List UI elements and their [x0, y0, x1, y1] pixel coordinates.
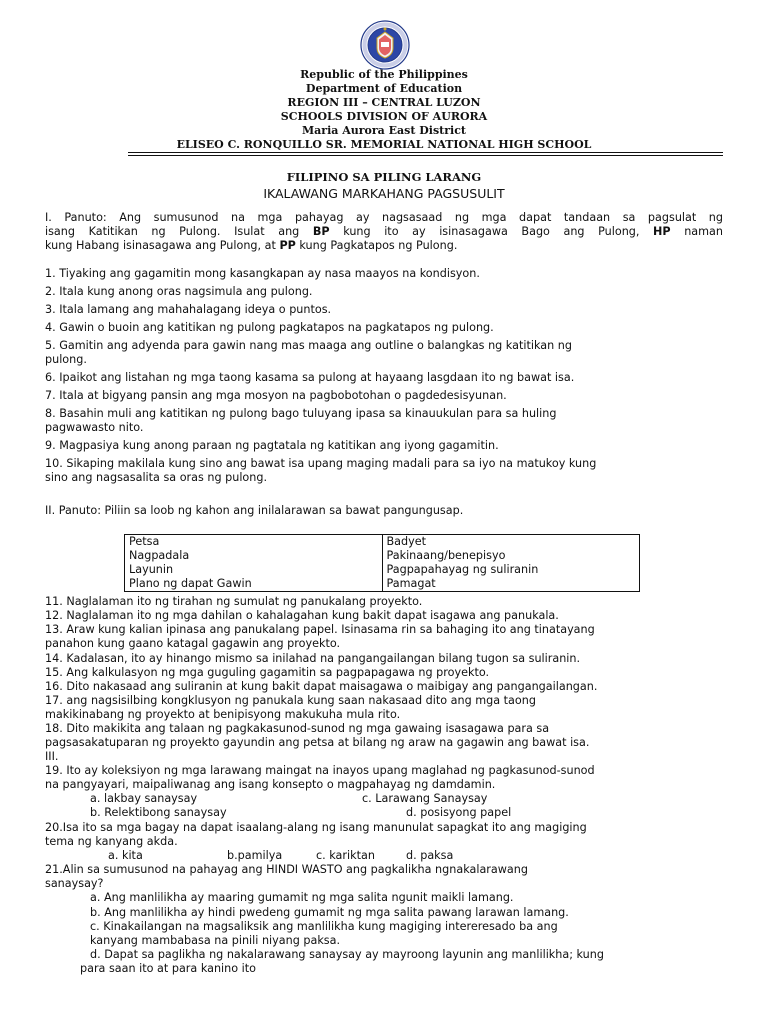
- q21-option-c-cont: kanyang mambabasa na pinili niyang paksa.: [90, 934, 341, 947]
- division-heading: SCHOOLS DIVISION OF AURORA: [280, 110, 488, 123]
- choice-cell: Layunin: [125, 563, 383, 577]
- q21-option-c: c. Kinakailangan na magsaliksik ang manlilikha kung magiging intereresado ba ang: [90, 920, 558, 933]
- choice-cell: Nagpadala: [125, 549, 383, 563]
- part2-item: 14. Kadalasan, ito ay hinango mismo sa inilahad na pangangailangan bilang tugon sa suliranin.: [45, 652, 581, 665]
- part1-item-cont: sino ang nagsasalita sa oras ng pulong.: [45, 471, 268, 484]
- part2-instructions: II. Panuto: Piliin sa loob ng kahon ang inilalarawan sa bawat pangungusap.: [45, 504, 464, 517]
- part2-item: 11. Naglalaman ito ng tirahan ng sumulat ng panukalang proyekto.: [45, 595, 423, 608]
- part1-item: 7. Itala at bigyang pansin ang mga mosyon na pagbobotohan o pagdedesisyunan.: [45, 389, 507, 402]
- part1-item: 3. Itala lamang ang mahahalagang ideya o puntos.: [45, 303, 332, 316]
- q20-option-c: c. kariktan: [316, 849, 375, 862]
- school-heading: ELISEO C. RONQUILLO SR. MEMORIAL NATIONAL HIGH SCHOOL: [176, 138, 592, 151]
- district-heading: Maria Aurora East District: [301, 124, 466, 137]
- part2-item-cont: panahon kung gaano katagal gagawin ang proyekto.: [45, 637, 341, 650]
- part1-item: 9. Magpasiya kung anong paraan ng pagtatala ng katitikan ang iyong gagamitin.: [45, 439, 499, 452]
- choice-cell: Plano ng dapat Gawin: [125, 577, 383, 592]
- exam-title: IKALAWANG MARKAHANG PAGSUSULIT: [263, 186, 505, 201]
- q19-text: 19. Ito ay koleksiyon ng mga larawang maingat na inayos upang maglahad ng pagkasunod-sunod: [45, 764, 595, 777]
- department-heading: Department of Education: [305, 82, 463, 95]
- part3-heading: III.: [45, 750, 59, 763]
- part1-instructions-line1: I. Panuto: Ang sumusunod na mga pahayag ay nagsasaad ng mga dapat tandaan sa pagsulat ng: [45, 211, 723, 224]
- q21-text-cont: sanaysay?: [45, 877, 104, 890]
- q21-option-b: b. Ang manlilikha ay hindi pwedeng gumamit ng mga salita pawang larawan lamang.: [90, 906, 569, 919]
- choice-cell: Petsa: [125, 535, 383, 550]
- q21-option-a: a. Ang manlilikha ay maaring gumamit ng mga salita ngunit maikli lamang.: [90, 891, 514, 904]
- header-rule-thin: [128, 155, 723, 156]
- part1-item: 5. Gamitin ang adyenda para gawin nang mas maaga ang outline o balangkas ng katitikan ng: [45, 339, 572, 352]
- part2-item: 16. Dito nakasaad ang suliranin at kung bakit dapat maisagawa o maibigay ang pangangailangan.: [45, 680, 598, 693]
- part2-item-cont: pagsasakatuparan ng proyekto gayundin ang petsa at bilang ng araw na gagawin ang bawat isa.: [45, 736, 590, 749]
- choices-row: [125, 549, 640, 563]
- q20-option-d: d. paksa: [406, 849, 454, 862]
- choice-cell: Pagpapahayag ng suliranin: [382, 563, 640, 577]
- q21-text: 21.Alin sa sumusunod na pahayag ang HINDI WASTO ang pagkalikha ngnakalarawang: [45, 863, 528, 876]
- part2-item: 13. Araw kung kalian ipinasa ang panukalang papel. Isinasama rin sa bahaging ito ang tinatayang: [45, 623, 595, 636]
- q19-option-d: d. posisyong papel: [406, 806, 512, 819]
- part1-item: 6. Ipaikot ang listahan ng mga taong kasama sa pulong at hayaang lasgdaan ito ng bawat isa.: [45, 371, 575, 384]
- q21-option-d: d. Dapat sa paglikha ng nakalarawang sanaysay ay mayroong layunin ang manlilikha; kung: [90, 948, 604, 961]
- part2-item: 15. Ang kalkulasyon ng mga guguling gagamitin sa pagpapagawa ng proyekto.: [45, 666, 490, 679]
- q19-option-c: c. Larawang Sanaysay: [362, 792, 488, 805]
- part1-instructions-line3: kung Habang isinasagawa ang Pulong, at PP kung Pagkatapos ng Pulong.: [45, 239, 458, 252]
- part2-item-cont: makikinabang ng proyekto at benipisyong makukuha mula rito.: [45, 708, 401, 721]
- part1-item: 2. Itala kung anong oras nagsimula ang pulong.: [45, 285, 313, 298]
- q19-text-cont: na pangyayari, maipaliwanag ang isang konsepto o magpahayag ng damdamin.: [45, 778, 496, 791]
- part1-item: 1. Tiyaking ang gagamitin mong kasangkapan ay nasa maayos na kondisyon.: [45, 267, 480, 280]
- choice-cell: Badyet: [382, 535, 640, 550]
- part2-item: 17. ang nagsisilbing kongklusyon ng panukala kung saan nakasaad dito ang mga taong: [45, 694, 536, 707]
- choices-box: [124, 534, 640, 592]
- choices-row: [125, 563, 640, 577]
- part1-item: 8. Basahin muli ang katitikan ng pulong bago tuluyang ipasa sa kinauukulan para sa huling: [45, 407, 557, 420]
- q20-option-b: b.pamilya: [227, 849, 283, 862]
- choices-row: [125, 535, 640, 550]
- q20-text-cont: tema ng kanyang akda.: [45, 835, 178, 848]
- part1-item-cont: pagwawasto nito.: [45, 421, 144, 434]
- part1-item-cont: pulong.: [45, 353, 87, 366]
- q19-option-b: b. Relektibong sanaysay: [90, 806, 227, 819]
- part2-item: 18. Dito makikita ang talaan ng pagkakasunod-sunod ng mga gawaing isasagawa para sa: [45, 722, 550, 735]
- subject-title: FILIPINO SA PILING LARANG: [286, 170, 482, 184]
- part2-item: 12. Naglalaman ito ng mga dahilan o kahalagahan kung bakit dapat isagawa ang panukala.: [45, 609, 559, 622]
- part1-instructions-line2: isang Katitikan ng Pulong. Isulat ang BP kung ito ay isinasagawa Bago ang Pulong, HP naman: [45, 225, 723, 238]
- country-heading: Republic of the Philippines: [300, 68, 468, 81]
- q20-option-a: a. kita: [108, 849, 143, 862]
- choice-cell: Pamagat: [382, 577, 640, 592]
- part1-item: 10. Sikaping makilala kung sino ang bawat isa upang maging madali para sa iyo na matukoy kung: [45, 457, 597, 470]
- choice-cell: Pakinaang/benepisyo: [382, 549, 640, 563]
- region-heading: REGION III – CENTRAL LUZON: [287, 96, 481, 109]
- q21-option-d-cont: para saan ito at para kanino ito: [80, 962, 256, 975]
- q19-option-a: a. lakbay sanaysay: [90, 792, 198, 805]
- header-rule: [128, 152, 723, 153]
- choices-row: [125, 577, 640, 592]
- q20-text: 20.Isa ito sa mga bagay na dapat isaalang-alang ng isang manunulat sapagkat ito ang magiging: [45, 821, 587, 834]
- deped-seal-icon: [360, 20, 410, 70]
- part1-item: 4. Gawin o buoin ang katitikan ng pulong pagkatapos na pagkatapos ng pulong.: [45, 321, 494, 334]
